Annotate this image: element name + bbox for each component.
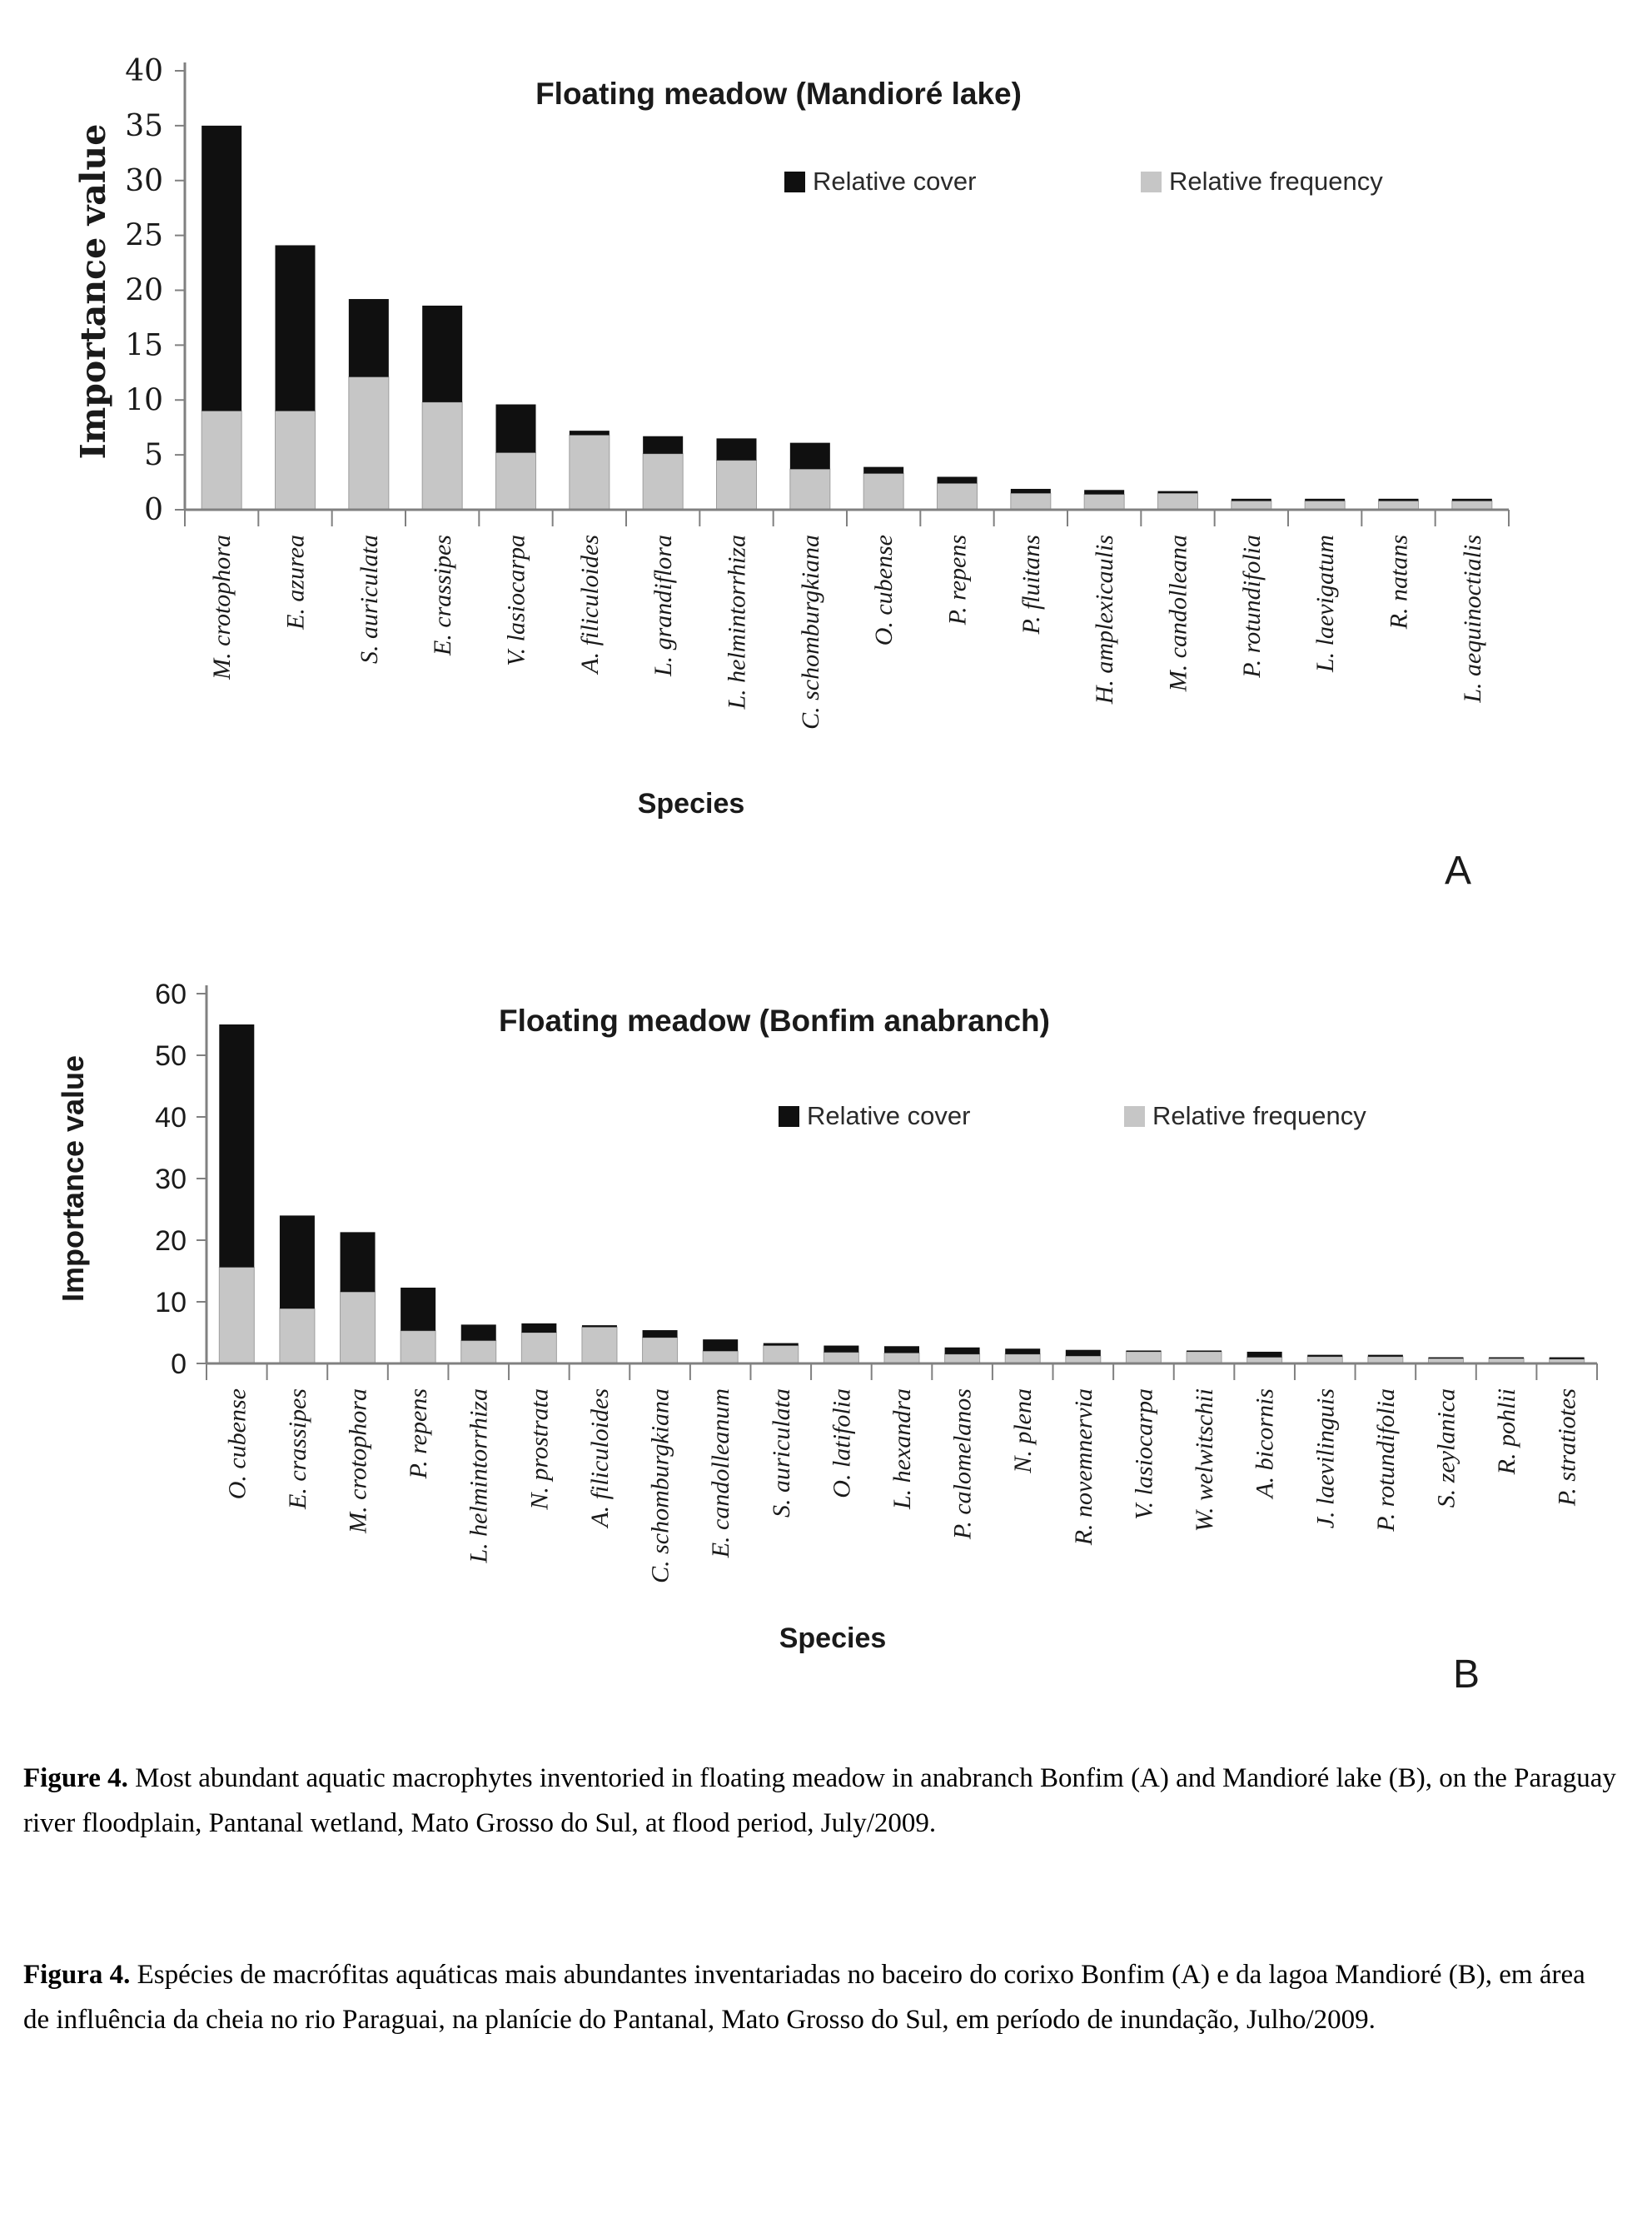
species-label: S. auriculata [767,1388,795,1518]
y-tick-label: 30 [155,1164,187,1195]
chart-a-title: Floating meadow (Mandioré lake) [535,77,1022,111]
bar-segment-cover [496,405,536,453]
chart-a-panel-letter: A [1445,849,1472,893]
chart-b-y-axis-title: Importance value [56,1054,90,1303]
y-tick-label: 10 [155,1287,187,1318]
y-tick-label: 15 [125,328,163,363]
bar-segment-frequency [1005,1354,1040,1363]
bar-segment-cover [1187,1350,1222,1351]
caption-english-text: Most abundant aquatic macrophytes inventoried in floating meadow in anabranch Bonfim (A) and Mandioré lake (B), on the Paraguay river floodplain, Pantanal wetland, Mato Grosso do Sul, at flood period, July/2009. [23,1763,1616,1839]
bar-segment-frequency [521,1333,556,1363]
species-label: O. cubense [870,535,898,646]
y-tick-label: 50 [155,1040,187,1072]
relative-cover-swatch-icon [784,172,805,192]
bar-segment-cover [280,1215,315,1308]
bar-segment-frequency [1084,495,1124,510]
bar-plot-mandiore [0,0,1652,916]
species-label: L. aequinoctialis [1458,535,1486,703]
bar-segment-frequency [1158,493,1198,510]
bar-segment-cover [202,126,241,411]
bar-segment-cover [521,1323,556,1333]
y-tick-label: 25 [125,218,163,253]
species-label: P. stratiotes [1553,1388,1581,1507]
bar-segment-cover [1126,1350,1161,1351]
bar-segment-cover [422,306,462,402]
species-label: O. cubense [223,1388,251,1500]
bar-segment-cover [219,1024,254,1268]
y-tick-label: 0 [144,493,163,527]
legend-label-relative-frequency: Relative frequency [1152,1101,1366,1130]
bar-segment-frequency [341,1292,376,1363]
species-label: L. hexandra [888,1388,916,1509]
species-label: W. welwitschii [1191,1388,1219,1533]
bar-segment-cover [884,1346,919,1353]
species-label: M. crotophora [208,535,236,680]
caption-portuguese-text: Espécies de macrófitas aquáticas mais abundantes inventariadas no baceiro do corixo Bonfim (A) e da lagoa Mandioré (B), em área de influência da cheia no rio Paraguai, na planície do Pantanal, Mato Grosso do Sul, em período de inundação, Julho/2009. [23,1960,1585,2036]
legend-label-relative-cover: Relative cover [813,167,977,196]
legend-label-relative-cover: Relative cover [807,1101,971,1130]
chart-a-y-axis-title: Importance value [73,123,113,460]
species-label: H. amplexicaulis [1091,535,1119,705]
species-label: E. azurea [281,535,310,630]
bar-segment-cover [717,438,757,460]
bar-segment-frequency [1452,501,1492,510]
bar-segment-frequency [280,1308,315,1363]
chart-b-floating-meadow-bonfim [0,958,1652,1716]
chart-a-floating-meadow-mandiore [0,0,1652,916]
bar-segment-cover [1368,1355,1403,1357]
bar-segment-cover [341,1232,376,1292]
bar-segment-frequency [824,1353,858,1363]
bar-segment-cover [824,1346,858,1353]
species-label: C. schomburgkiana [646,1388,674,1583]
relative-cover-swatch-icon [779,1106,799,1127]
bar-segment-frequency [349,377,389,510]
species-label: R. pohlii [1493,1388,1521,1475]
y-tick-label: 20 [155,1225,187,1257]
species-label: P. calomelanos [948,1388,977,1540]
bar-segment-frequency [1305,501,1345,510]
bar-segment-frequency [863,474,903,510]
species-label: L. laevigatum [1311,535,1340,672]
bar-segment-frequency [945,1354,980,1363]
bar-segment-cover [703,1339,738,1351]
species-label: R. natans [1385,535,1413,630]
bar-segment-cover [1452,499,1492,501]
bar-segment-frequency [1232,501,1271,510]
bar-segment-cover [790,443,830,470]
species-label: E. crassipes [429,535,457,655]
bar-segment-frequency [422,402,462,510]
species-label: M. candolleana [1164,535,1192,692]
species-label: J. laevilinguis [1311,1388,1340,1529]
bar-segment-cover [1305,499,1345,501]
bar-segment-frequency [884,1353,919,1363]
species-label: A. filiculoides [585,1388,614,1528]
caption-english [23,1756,1617,1846]
bar-segment-cover [401,1288,435,1331]
bar-segment-frequency [570,435,610,510]
y-tick-label: 40 [155,1102,187,1134]
bar-segment-cover [1011,489,1051,493]
bar-segment-cover [1005,1348,1040,1354]
bar-segment-frequency [1187,1352,1222,1363]
bar-segment-cover [582,1325,617,1327]
bar-segment-frequency [703,1351,738,1363]
bar-segment-frequency [1379,501,1419,510]
bar-segment-frequency [461,1341,496,1363]
species-label: P. fluitans [1017,535,1045,635]
species-label: A. bicornis [1251,1388,1279,1498]
species-label: P. repens [943,535,972,626]
bar-segment-cover [1066,1350,1101,1356]
bar-segment-cover [643,436,683,454]
relative-frequency-swatch-icon [1124,1106,1145,1127]
y-tick-label: 40 [125,54,163,88]
bar-segment-frequency [643,1338,678,1363]
bar-segment-frequency [202,411,241,510]
species-label: V. lasiocarpa [1130,1388,1158,1520]
bar-segment-cover [1247,1352,1282,1358]
species-label: P. rotundifolia [1237,535,1266,678]
legend-item-relative-cover [784,167,976,197]
legend-item-relative-cover [779,1101,970,1131]
y-tick-label: 10 [125,383,163,418]
bar-segment-frequency [938,483,978,510]
y-tick-label: 30 [125,163,163,198]
bar-segment-frequency [790,469,830,510]
species-label: O. latifolia [828,1388,856,1498]
species-label: L. grandiflora [649,535,678,677]
species-label: V. lasiocarpa [502,535,530,666]
species-label: M. crotophora [344,1388,372,1533]
bar-segment-cover [1307,1355,1342,1357]
bar-segment-cover [1158,491,1198,494]
chart-b-title: Floating meadow (Bonfim anabranch) [499,1004,1050,1038]
bar-plot-bonfim [0,958,1652,1716]
relative-frequency-swatch-icon [1141,172,1162,192]
species-label: S. zeylanica [1432,1388,1460,1508]
species-label: L. helmintorrhiza [723,535,751,710]
species-label: S. auriculata [355,535,383,664]
bar-segment-cover [945,1348,980,1354]
legend-item-relative-frequency [1141,167,1383,197]
y-tick-label: 5 [144,438,163,473]
bar-segment-frequency [276,411,316,510]
bar-segment-frequency [1126,1352,1161,1363]
species-label: N. plena [1009,1388,1037,1473]
chart-b-panel-letter: B [1453,1652,1480,1697]
bar-segment-frequency [219,1268,254,1363]
y-tick-label: 20 [125,273,163,308]
bar-segment-frequency [1011,493,1051,510]
y-tick-label: 60 [155,979,187,1010]
bar-segment-frequency [717,461,757,510]
bar-segment-frequency [764,1346,799,1363]
bar-segment-cover [276,245,316,411]
bar-segment-cover [863,467,903,474]
bar-segment-cover [349,299,389,377]
bar-segment-cover [764,1343,799,1346]
species-label: E. candolleanum [707,1388,735,1558]
bar-segment-frequency [643,454,683,510]
bar-segment-cover [938,476,978,483]
chart-b-x-axis-title: Species [779,1622,887,1654]
bar-segment-cover [643,1330,678,1338]
legend-label-relative-frequency: Relative frequency [1169,167,1383,196]
bar-segment-frequency [401,1331,435,1363]
chart-a-x-axis-title: Species [637,788,745,820]
y-tick-label: 35 [125,108,163,143]
caption-english-label: Figure 4. [23,1763,128,1793]
bar-segment-frequency [496,452,536,510]
bar-segment-cover [1550,1358,1585,1359]
species-label: A. filiculoides [575,535,604,674]
caption-portuguese [23,1952,1617,2042]
species-label: L. helmintorrhiza [465,1388,493,1563]
y-tick-label: 0 [171,1348,187,1380]
species-label: E. crassipes [283,1388,311,1509]
bar-segment-cover [461,1324,496,1340]
bar-segment-cover [1084,490,1124,494]
species-label: N. prostrata [525,1388,554,1510]
bar-segment-cover [570,431,610,435]
bar-segment-frequency [582,1327,617,1363]
species-label: P. repens [405,1388,433,1479]
caption-portuguese-label: Figura 4. [23,1960,131,1990]
species-label: R. novemnervia [1069,1388,1097,1546]
bar-segment-cover [1232,499,1271,501]
bar-segment-cover [1379,499,1419,501]
species-label: C. schomburgkiana [796,534,824,730]
legend-item-relative-frequency [1124,1101,1366,1131]
species-label: P. rotundifolia [1371,1388,1400,1532]
